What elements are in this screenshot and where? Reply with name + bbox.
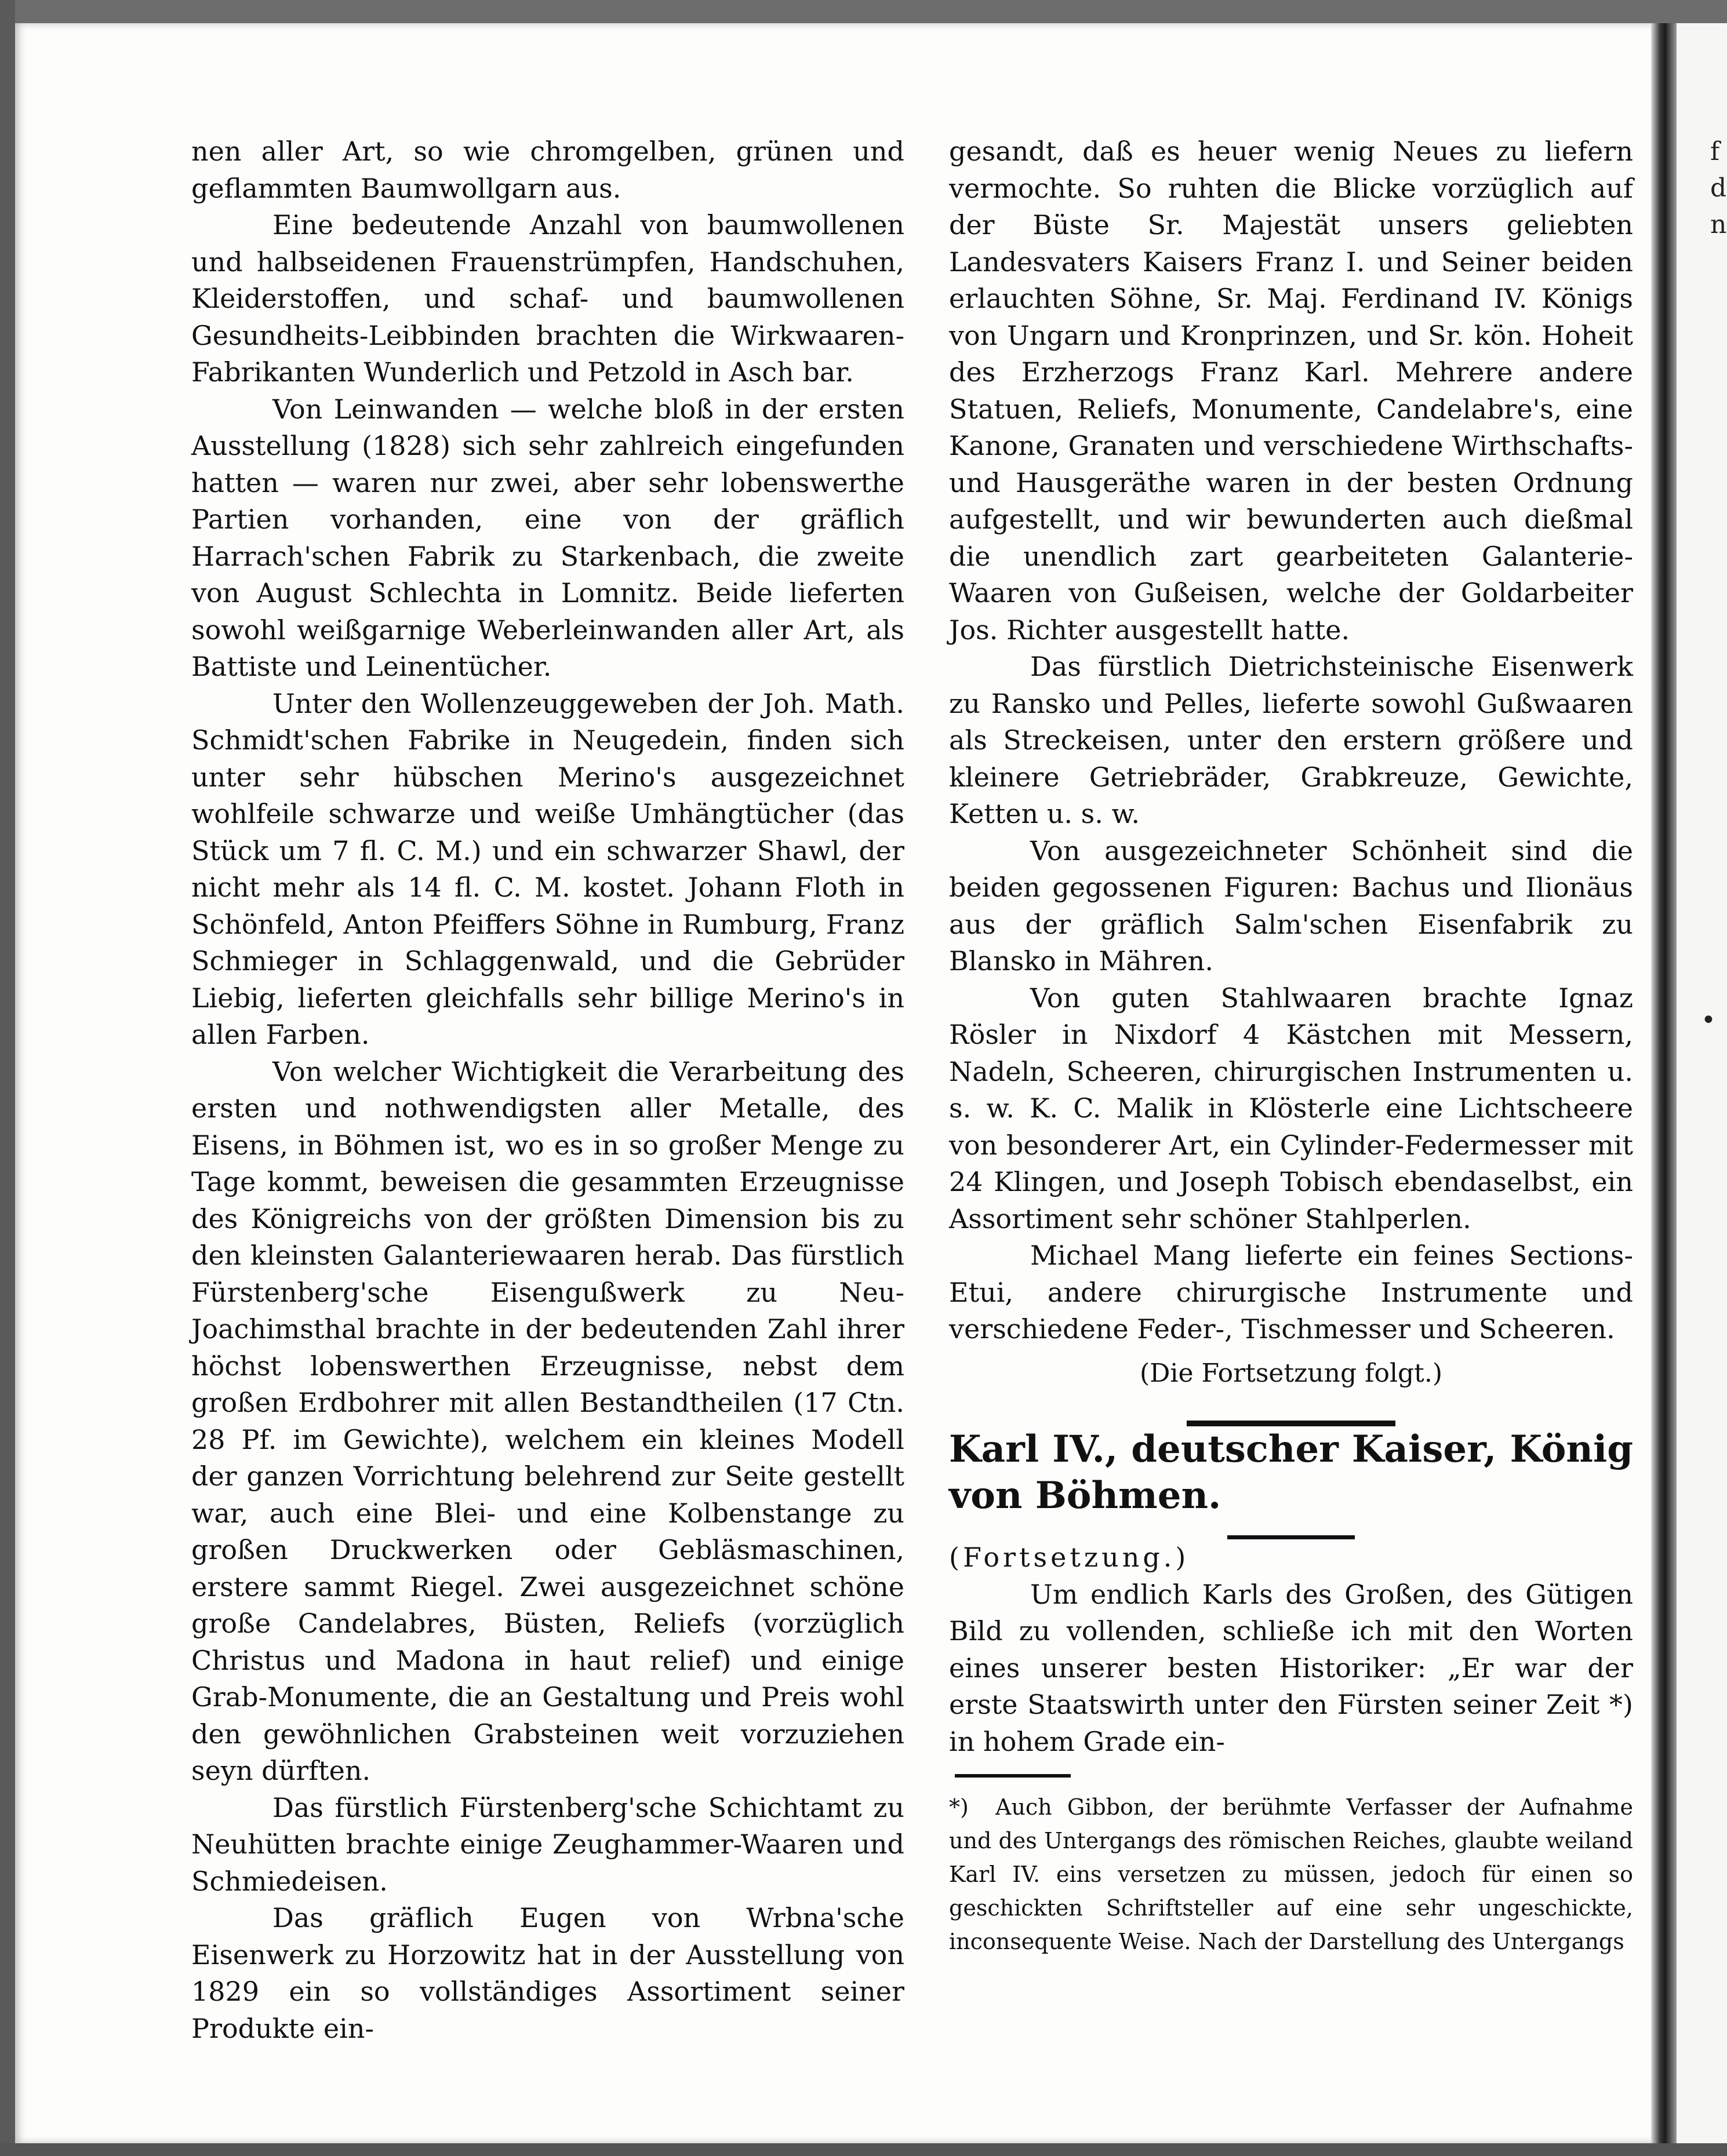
scan-border-left (0, 0, 15, 2156)
paragraph: Von Leinwanden — welche bloß in der ersten Ausstellung (1828) sich sehr zahlreich eingefunden hatten — waren nur zwei, aber sehr lobenswerthe Partien vorhanden, eine von der gräflich Harrach'schen Fabrik zu Starkenbach, die zweite von August Schlechta in Lomnitz. Beide lieferten sowohl weißgarnige Weberleinwanden aller Art, als Battiste und Leinentücher. (191, 393, 904, 682)
section-divider (1187, 1421, 1395, 1426)
paragraph: Das fürstlich Fürstenberg'sche Schichtamt zu Neuhütten brachte einige Zeughammer-Waaren und Schmiedeisen. (191, 1791, 904, 1897)
footnote (949, 1790, 1633, 1958)
footnote-mark: *) (949, 1794, 969, 1820)
footnote-rule (955, 1774, 1071, 1778)
paragraph: Von guten Stahlwaaren brachte Ignaz Rösler in Nixdorf 4 Kästchen mit Messern, Nadeln, Scheeren, chirurgischen Instrumenten u. s. w. K. C. Malik in Klösterle eine Lichtscheere von besonderer Art, ein Cylinder-Federmesser mit 24 Klingen, und Joseph Tobisch ebendaselbst, ein Assortiment sehr schöner Stahlperlen. (949, 982, 1633, 1234)
left-column (191, 133, 904, 2047)
paragraph: Das gräflich Eugen von Wrbna'sche Eisenwerk zu Horzowitz hat in der Ausstellung von 1829 ein so vollständiges Assortiment seiner Produkte ein- (191, 1902, 904, 2044)
article-title: Karl IV., deutscher Kaiser, König von Böhmen. (949, 1427, 1633, 1517)
continued-note: (Die Fortsetzung folgt.) (1139, 1358, 1443, 1388)
article-subtitle: (Fortsetzung.) (949, 1542, 1190, 1573)
paragraph: nen aller Art, so wie chromgelben, grünen und geflammten Baumwollgarn aus. (191, 136, 904, 204)
paragraph: Eine bedeutende Anzahl von baumwollenen und halbseidenen Frauenstrümpfen, Handschuhen, Kleiderstoffen, und schaf- und baumwollenen Gesundheits-Leibbinden brachten die Wirkwaaren-Fabrikanten Wunderlich und Petzold in Asch bar. (191, 209, 904, 388)
footnote-text: Auch Gibbon, der berühmte Verfasser der Aufnahme und des Untergangs des römischen Reiches, glaubte weiland Karl IV. eins versetzen zu müssen, jedoch für einen so geschickten Schriftsteller auf eine sehr ungeschickte, inconsequente Weise. Nach der Darstellung des Untergangs (949, 1794, 1633, 1954)
book-gutter (1651, 23, 1677, 2143)
article-body: Um endlich Karls des Großen, des Gütigen Bild zu vollenden, schließe ich mit den Worten eines unserer besten Historiker: „Er war der erste Staatswirth unter den Fürsten seiner Zeit *) in hohem Grade ein- (949, 1578, 1633, 1757)
paragraph: gesandt, daß es heuer wenig Neues zu liefern vermochte. So ruhten die Blicke vorzüglich auf der Büste Sr. Majestät unsers geliebten Landesvaters Kaisers Franz I. und Seiner beiden erlauchten Söhne, Sr. Maj. Ferdinand IV. Königs von Ungarn und Kronprinzen, und Sr. kön. Hoheit des Erzherzogs Franz Karl. Mehrere andere Statuen, Reliefs, Monumente, Candelabre's, eine Kanone, Granaten und verschiedene Wirthschafts- und Hausgeräthe waren in der besten Ordnung aufgestellt, und wir bewunderten auch dießmal die unendlich zart gearbeiteten Galanterie-Waaren von Gußeisen, welche der Goldarbeiter Jos. Richter ausgestellt hatte. (949, 136, 1633, 646)
next-page-text (1710, 133, 1726, 243)
right-column (949, 133, 1633, 1958)
paragraph: Von welcher Wichtigkeit die Verarbeitung des ersten und nothwendigsten aller Metalle, des Eisens, in Böhmen ist, wo es in so großer Menge zu Tage kommt, beweisen die gesammten Erzeugnisse des Königreichs von der größten Dimension bis zu den kleinsten Galanteriewaaren herab. Das fürstlich Fürstenberg'sche Eisengußwerk zu Neu-Joachimsthal brachte in der bedeutenden Zahl ihrer höchst lobenswerthen Erzeugnisse, nebst dem großen Erdbohrer mit allen Bestandtheilen (17 Ctn. 28 Pf. im Gewichte), welchem ein kleines Modell der ganzen Vorrichtung belehrend zur Seite gestellt war, auch eine Blei- und eine Kolbenstange zu großen Druckwerken oder Gebläsmaschinen, erstere sammt Riegel. Zwei ausgezeichnet schöne große Candelabres, Büsten, Reliefs (vorzüglich Christus und Madona in haut relief) und einige Grab-Monumente, die an Gestaltung und Preis wohl den gewöhnlichen Grabsteinen weit vorzuziehen seyn dürften. (191, 1055, 904, 1786)
next-page-line: f (1710, 137, 1720, 166)
scan-border-top (0, 0, 1727, 23)
title-underline (1227, 1535, 1355, 1539)
next-page-dot: • (1701, 1006, 1716, 1035)
paragraph: Von ausgezeichneter Schönheit sind die beiden gegossenen Figuren: Bachus und Ilionäus aus der gräflich Salm'schen Eisenfabrik zu Blansko in Mähren. (949, 835, 1633, 977)
next-page-line: d (1710, 173, 1727, 203)
scan-border-bottom (0, 2143, 1727, 2156)
paragraph: Das fürstlich Dietrichsteinische Eisenwerk zu Ransko und Pelles, lieferte sowohl Gußwaaren als Streckeisen, unter den erstern größere und kleinere Getriebräder, Grabkreuze, Gewichte, Ketten u. s. w. (949, 651, 1633, 829)
paragraph: Michael Mang lieferte ein feines Sections-Etui, andere chirurgische Instrumente und verschiedene Feder-, Tischmesser und Scheeren. (949, 1240, 1633, 1345)
paragraph: Unter den Wollenzeuggeweben der Joh. Math. Schmidt'schen Fabrike in Neugedein, finden sich unter sehr hübschen Merino's ausgezeichnet wohlfeile schwarze und weiße Umhängtücher (das Stück um 7 fl. C. M.) und ein schwarzer Shawl, der nicht mehr als 14 fl. C. M. kostet. Johann Floth in Schönfeld, Anton Pfeiffers Söhne in Rumburg, Franz Schmieger in Schlaggenwald, und die Gebrüder Liebig, lieferten gleichfalls sehr billige Merino's in allen Farben. (191, 687, 904, 1050)
next-page-line: n (1710, 210, 1727, 239)
next-page-edge (1677, 23, 1727, 2143)
